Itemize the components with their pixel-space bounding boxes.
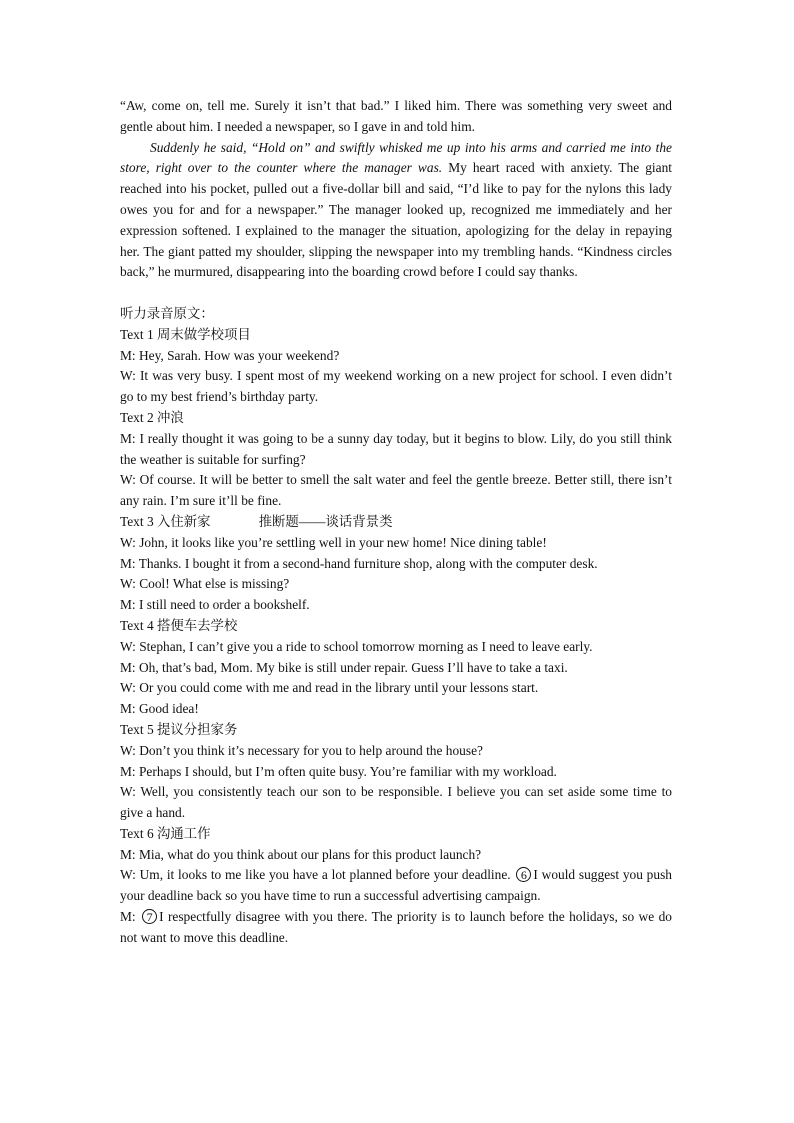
text4-line-1: W: Stephan, I can’t give you a ride to school tomorrow morning as I need to leave early.: [120, 638, 593, 654]
story-paragraph-2: [120, 138, 672, 284]
text6-line-2: [120, 865, 672, 907]
text5-line-2: M: Perhaps I should, but I’m often quite busy. You’re familiar with my workload.: [120, 763, 557, 779]
text6-line-1: M: Mia, what do you think about our plans for this product launch?: [120, 846, 482, 862]
text4-line-4: M: Good idea!: [120, 701, 199, 717]
text6-line-2-pre: W: Um, it looks to me like you have a lot planned before your deadline.: [120, 867, 511, 883]
text3-line-4: M: I still need to order a bookshelf.: [120, 597, 310, 613]
text5-line-3: W: Well, you consistently teach our son to be responsible. I believe you can set aside some time to give a hand.: [120, 784, 672, 821]
question-marker-6: 6: [516, 867, 531, 882]
story-paragraph-2-rest: My heart raced with anxiety. The giant reached into his pocket, pulled out a five-dollar bill and said, “I’d like to pay for the nylons this lady owes you for and for a newspaper.” The manager looked up, recognized me immediately and her expression softened. I explained to the manager the situation, apologizing for the delay in repaying her. The giant patted my shoulder, slipping the newspaper into my trembling hands. “Kindness circles back,” he murmured, disappearing into the boarding crowd before I could say thanks.: [120, 160, 672, 280]
text2-line-1: M: I really thought it was going to be a sunny day today, but it begins to blow. Lily, do you still think the weather is suitable for surfing?: [120, 430, 672, 467]
text6-line-3: [120, 907, 672, 949]
text5-line-1: W: Don’t you think it’s necessary for you to help around the house?: [120, 742, 483, 758]
text4-line-3: W: Or you could come with me and read in the library until your lessons start.: [120, 680, 539, 696]
text6-title: Text 6 沟通工作: [120, 825, 211, 841]
text1-title: Text 1 周末做学校项目: [120, 326, 251, 342]
text6-line-3-post: I respectfully disagree with you there. The priority is to launch before the holidays, so we do not want to move this deadline.: [120, 909, 672, 945]
story-paragraph-1: “Aw, come on, tell me. Surely it isn’t that bad.” I liked him. There was something very sweet and gentle about him. I needed a newspaper, so I gave in and told him.: [120, 98, 672, 134]
text1-line-2: W: It was very busy. I spent most of my weekend working on a new project for school. I even didn’t go to my best friend’s birthday party.: [120, 368, 672, 405]
transcript-heading: 听力录音原文：: [120, 305, 214, 321]
spacer: [120, 283, 672, 304]
text3-title-row: [120, 512, 672, 533]
story-italic-sentence: Suddenly he said, “Hold on” and swiftly whisked me up into his arms and carried me into the store, right over to the counter where the manager was.: [120, 139, 672, 176]
text4-line-2: M: Oh, that’s bad, Mom. My bike is still under repair. Guess I’ll have to take a taxi.: [120, 659, 568, 675]
text6-line-2-post: I would suggest you push your deadline back so you have time to run a successful advertising campaign.: [120, 867, 672, 904]
document-page: [120, 96, 672, 949]
text3-line-1: W: John, it looks like you’re settling well in your new home! Nice dining table!: [120, 534, 547, 550]
text3-line-2: M: Thanks. I bought it from a second-hand furniture shop, along with the computer desk.: [120, 555, 598, 571]
text2-title: Text 2 冲浪: [120, 409, 184, 425]
text1-line-1: M: Hey, Sarah. How was your weekend?: [120, 347, 340, 363]
text4-title: Text 4 搭便车去学校: [120, 617, 238, 633]
text3-title: Text 3 入住新家: [120, 513, 211, 529]
text5-title: Text 5 提议分担家务: [120, 721, 238, 737]
text3-line-3: W: Cool! What else is missing?: [120, 576, 290, 592]
question-marker-7: 7: [142, 909, 157, 924]
text3-note: 推断题——谈话背景类: [258, 513, 393, 529]
text2-line-2: W: Of course. It will be better to smell the salt water and feel the gentle breeze. Better still, there isn’t any rain. I’m sure it’ll be fine.: [120, 472, 672, 509]
text6-line-3-pre: M:: [120, 909, 136, 925]
